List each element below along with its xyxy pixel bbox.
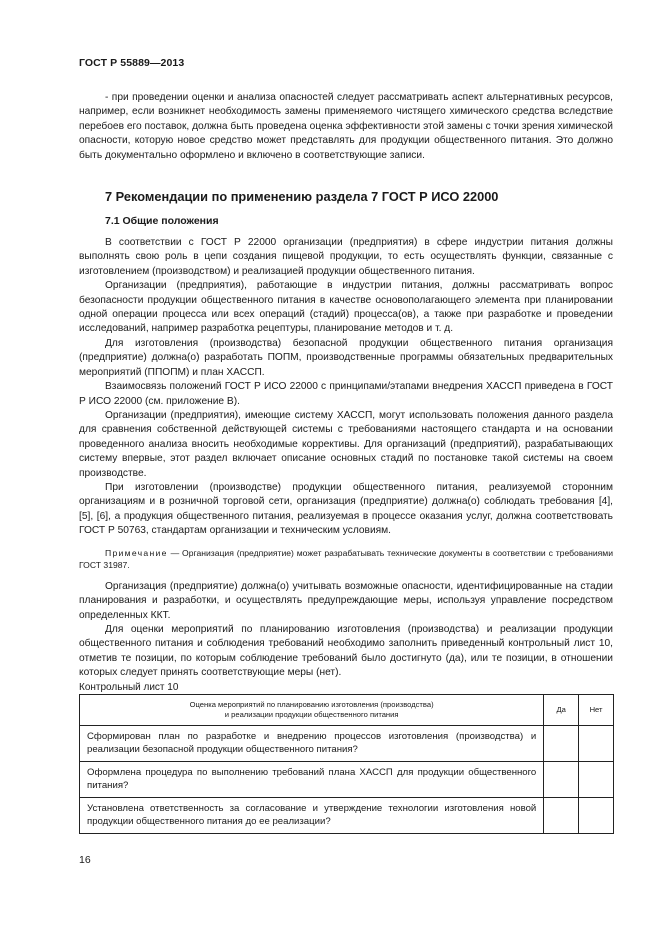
table-caption: Контрольный лист 10 [79,681,179,693]
section-title: 7 Рекомендации по применению раздела 7 ГОСТ Р ИСО 22000 [105,189,499,205]
header-yes: Да [544,695,579,726]
paragraph: Организации (предприятия), работающие в индустрии питания, должны рассматривать вопрос безопасности продукции общественного питания в качестве основополагающего элемента при планировании одной операции процесса или всех операций (стадий) процесса(ов), а также при разработке и проведении исследований, например разработка рецептуры, планирование методов и т. д. [79,280,613,335]
paragraph: Для оценки мероприятий по планированию изготовления (производства) и реализации продукции общественного питания и соблюдения требований необходимо заполнить приведенный контрольный лист 10, отметив те позиции, по которым соблюдение требований было достигнуто (да), или те позиции, в отношении которых следует принять соответствующие меры (нет). [79,623,613,679]
header-criteria [80,695,544,726]
yes-cell[interactable] [544,726,579,762]
question-cell: Сформирован план по разработке и внедрению процессов изготовления (производства) и реализации безопасной продукции общественного питания? [80,726,544,762]
paragraph: Организации (предприятия), имеющие систему ХАССП, могут использовать положения данного раздела для сравнения собственной действующей системы с требованиями настоящего стандарта и на основании проведенного анализа вносить необходимые коррективы. Для организаций (предприятий), разрабатывающих систему впервые, этот раздел включает описание основных стадий по постановке такой системы на своем производстве. [79,409,613,479]
table-row [80,798,614,834]
table-row [80,726,614,762]
paragraph: В соответствии с ГОСТ Р 22000 организации (предприятия) в сфере индустрии питания должны выполнять свою роль в цепи создания пищевой продукции, то есть осуществлять функции, связанные с изготовлением (производством) и реализацией продукции общественного питания. [79,237,613,277]
no-cell[interactable] [579,726,614,762]
intro-paragraph: - при проведении оценки и анализа опасностей следует рассматривать аспект альтернативных ресурсов, например, если возникнет необходимость замены применяемого чистящего химического средства вследствие перебоев его поставок, должна быть проведена оценка эффективности этой замены с точки зрения химической опасности, которую новое средство может представлять для продукции общественного питания. Это должно быть документально оформлено и включено в соответствующие записи. [79,92,613,161]
table-header-row [80,695,614,726]
header-no: Нет [579,695,614,726]
page-body [79,91,613,695]
header-line: Оценка мероприятий по планированию изготовления (производства) [189,700,434,709]
running-header: ГОСТ Р 55889—2013 [79,57,185,69]
subsection-title: 7.1 Общие положения [105,215,219,228]
note [79,547,613,572]
paragraph: Организация (предприятие) должна(о) учитывать возможные опасности, идентифицированные на стадии планирования и разработки, и осуществлять предупреждающие меры, используя управление посредством определенных ККТ. [79,580,613,621]
no-cell[interactable] [579,798,614,834]
note-text: — Организация (предприятие) может разрабатывать технические документы в соответствии с требованиями ГОСТ 31987. [79,547,613,571]
paragraph: Взаимосвязь положений ГОСТ Р ИСО 22000 с принципами/этапами внедрения ХАССП приведена в ГОСТ Р ИСО 22000 (см. приложение В). [79,381,613,407]
yes-cell[interactable] [544,762,579,798]
header-line: и реализации продукции общественного питания [224,710,399,719]
checklist-table [79,694,614,834]
table-row [80,762,614,798]
note-label: Примечание [105,547,168,558]
paragraph: При изготовлении (производстве) продукции общественного питания, реализуемой сторонним организациям и в розничной торговой сети, организация (предприятие) должна(о) соблюдать требования [4], [5], [6], а продукция общественного питания, реализуемая в процессе оказания услуг, должна соответствовать ГОСТ Р 50763, стандартам организации и техническим условиям. [79,481,613,537]
question-cell: Установлена ответственность за согласование и утверждение технологии изготовления новой продукции общественного питания до ее реализации? [80,798,544,834]
yes-cell[interactable] [544,798,579,834]
paragraph: Для изготовления (производства) безопасной продукции общественного питания организация (предприятие) должна(о) разработать ПОПМ, производственные программы обязательных предварительных мероприятий (ППОПМ) и план ХАССП. [79,337,613,378]
question-cell: Оформлена процедура по выполнению требований плана ХАССП для продукции общественного питания? [80,762,544,798]
no-cell[interactable] [579,762,614,798]
page-number: 16 [79,854,91,866]
